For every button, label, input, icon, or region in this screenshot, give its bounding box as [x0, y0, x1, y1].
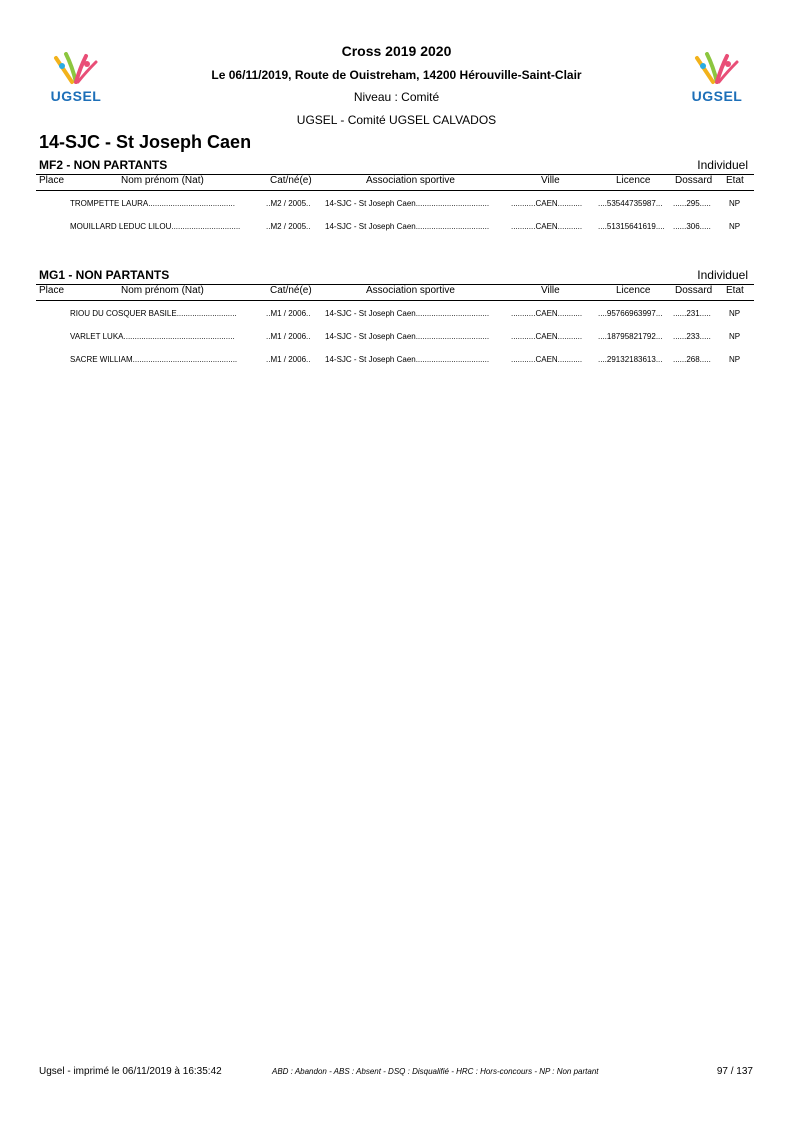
cell-etat: NP — [729, 332, 741, 341]
cell-licence: ....51315641619.... — [598, 222, 665, 231]
cell-ville: ...........CAEN........... — [511, 222, 583, 231]
section-header — [36, 158, 754, 174]
ugsel-logo-text: UGSEL — [691, 88, 743, 104]
col-asso: Association sportive — [366, 285, 455, 296]
table-header — [36, 174, 754, 191]
cell-cat: ..M1 / 2006.. — [266, 309, 311, 318]
cell-cat: ..M2 / 2005.. — [266, 199, 311, 208]
cell-etat: NP — [729, 199, 741, 208]
event-title: Cross 2019 2020 — [341, 43, 452, 59]
section-title: MF2 - NON PARTANTS — [39, 158, 168, 172]
table-row — [36, 214, 754, 237]
cell-etat: NP — [729, 309, 741, 318]
cell-dossard: ......231..... — [673, 309, 711, 318]
section-title: MG1 - NON PARTANTS — [39, 268, 170, 282]
cell-nom: MOUILLARD LEDUC LILOU............................... — [70, 222, 241, 231]
cell-ville: ...........CAEN........... — [511, 309, 583, 318]
cell-asso: 14-SJC - St Joseph Caen................................. — [325, 332, 490, 341]
event-level: Niveau : Comité — [353, 90, 440, 104]
cell-licence: ....29132183613... — [598, 355, 663, 364]
col-ville: Ville — [541, 285, 560, 296]
section-header — [36, 268, 754, 284]
cell-cat: ..M1 / 2006.. — [266, 355, 311, 364]
col-cat: Cat/né(e) — [270, 175, 312, 186]
cell-asso: 14-SJC - St Joseph Caen................................. — [325, 222, 490, 231]
col-cat: Cat/né(e) — [270, 285, 312, 296]
col-etat: Etat — [726, 175, 744, 186]
col-dossard: Dossard — [675, 175, 713, 186]
col-dossard: Dossard — [675, 285, 713, 296]
cell-dossard: ......295..... — [673, 199, 711, 208]
table-row — [36, 191, 754, 214]
cell-licence: ....18795821792... — [598, 332, 663, 341]
cell-ville: ...........CAEN........... — [511, 355, 583, 364]
col-etat: Etat — [726, 285, 744, 296]
col-asso: Association sportive — [366, 175, 455, 186]
cell-ville: ...........CAEN........... — [511, 199, 583, 208]
section-mf2 — [36, 158, 754, 237]
table-row — [36, 347, 754, 370]
cell-asso: 14-SJC - St Joseph Caen................................. — [325, 355, 490, 364]
cell-nom: RIOU DU COSQUER BASILE........................... — [70, 309, 237, 318]
cell-cat: ..M2 / 2005.. — [266, 222, 311, 231]
club-name: 14-SJC - St Joseph Caen — [39, 132, 252, 152]
section-type: Individuel — [697, 268, 748, 282]
cell-asso: 14-SJC - St Joseph Caen................................. — [325, 309, 490, 318]
table-row — [36, 324, 754, 347]
footer-legend: ABD : Abandon - ABS : Absent - DSQ : Disqualifié - HRC : Hors-concours - NP : Non partant — [272, 1067, 599, 1076]
table-row — [36, 301, 754, 324]
cell-dossard: ......268..... — [673, 355, 711, 364]
cell-cat: ..M1 / 2006.. — [266, 332, 311, 341]
ugsel-logo-text: UGSEL — [50, 88, 102, 104]
cell-dossard: ......306..... — [673, 222, 711, 231]
col-place: Place — [39, 285, 65, 296]
cell-etat: NP — [729, 355, 741, 364]
col-licence: Licence — [616, 285, 651, 296]
cell-nom: TROMPETTE LAURA....................................... — [70, 199, 235, 208]
cell-dossard: ......233..... — [673, 332, 711, 341]
col-place: Place — [39, 175, 65, 186]
cell-nom: SACRE WILLIAM............................................... — [70, 355, 238, 364]
cell-ville: ...........CAEN........... — [511, 332, 583, 341]
col-nom: Nom prénom (Nat) — [121, 285, 204, 296]
cell-asso: 14-SJC - St Joseph Caen................................. — [325, 199, 490, 208]
section-type: Individuel — [697, 158, 748, 172]
footer-page-number: 97 / 137 — [716, 1066, 753, 1077]
col-licence: Licence — [616, 175, 651, 186]
section-mg1 — [36, 268, 754, 370]
cell-nom: VARLET LUKA.................................................. — [70, 332, 235, 341]
footer-printed: Ugsel - imprimé le 06/11/2019 à 16:35:42 — [39, 1066, 222, 1077]
cell-etat: NP — [729, 222, 741, 231]
cell-licence: ....95766963997... — [598, 309, 663, 318]
event-date-location: Le 06/11/2019, Route de Ouistreham, 14200 Hérouville-Saint-Clair — [211, 68, 582, 82]
event-committee: UGSEL - Comité UGSEL CALVADOS — [296, 113, 497, 127]
col-nom: Nom prénom (Nat) — [121, 175, 204, 186]
table-header — [36, 284, 754, 301]
cell-licence: ....53544735987... — [598, 199, 663, 208]
col-ville: Ville — [541, 175, 560, 186]
